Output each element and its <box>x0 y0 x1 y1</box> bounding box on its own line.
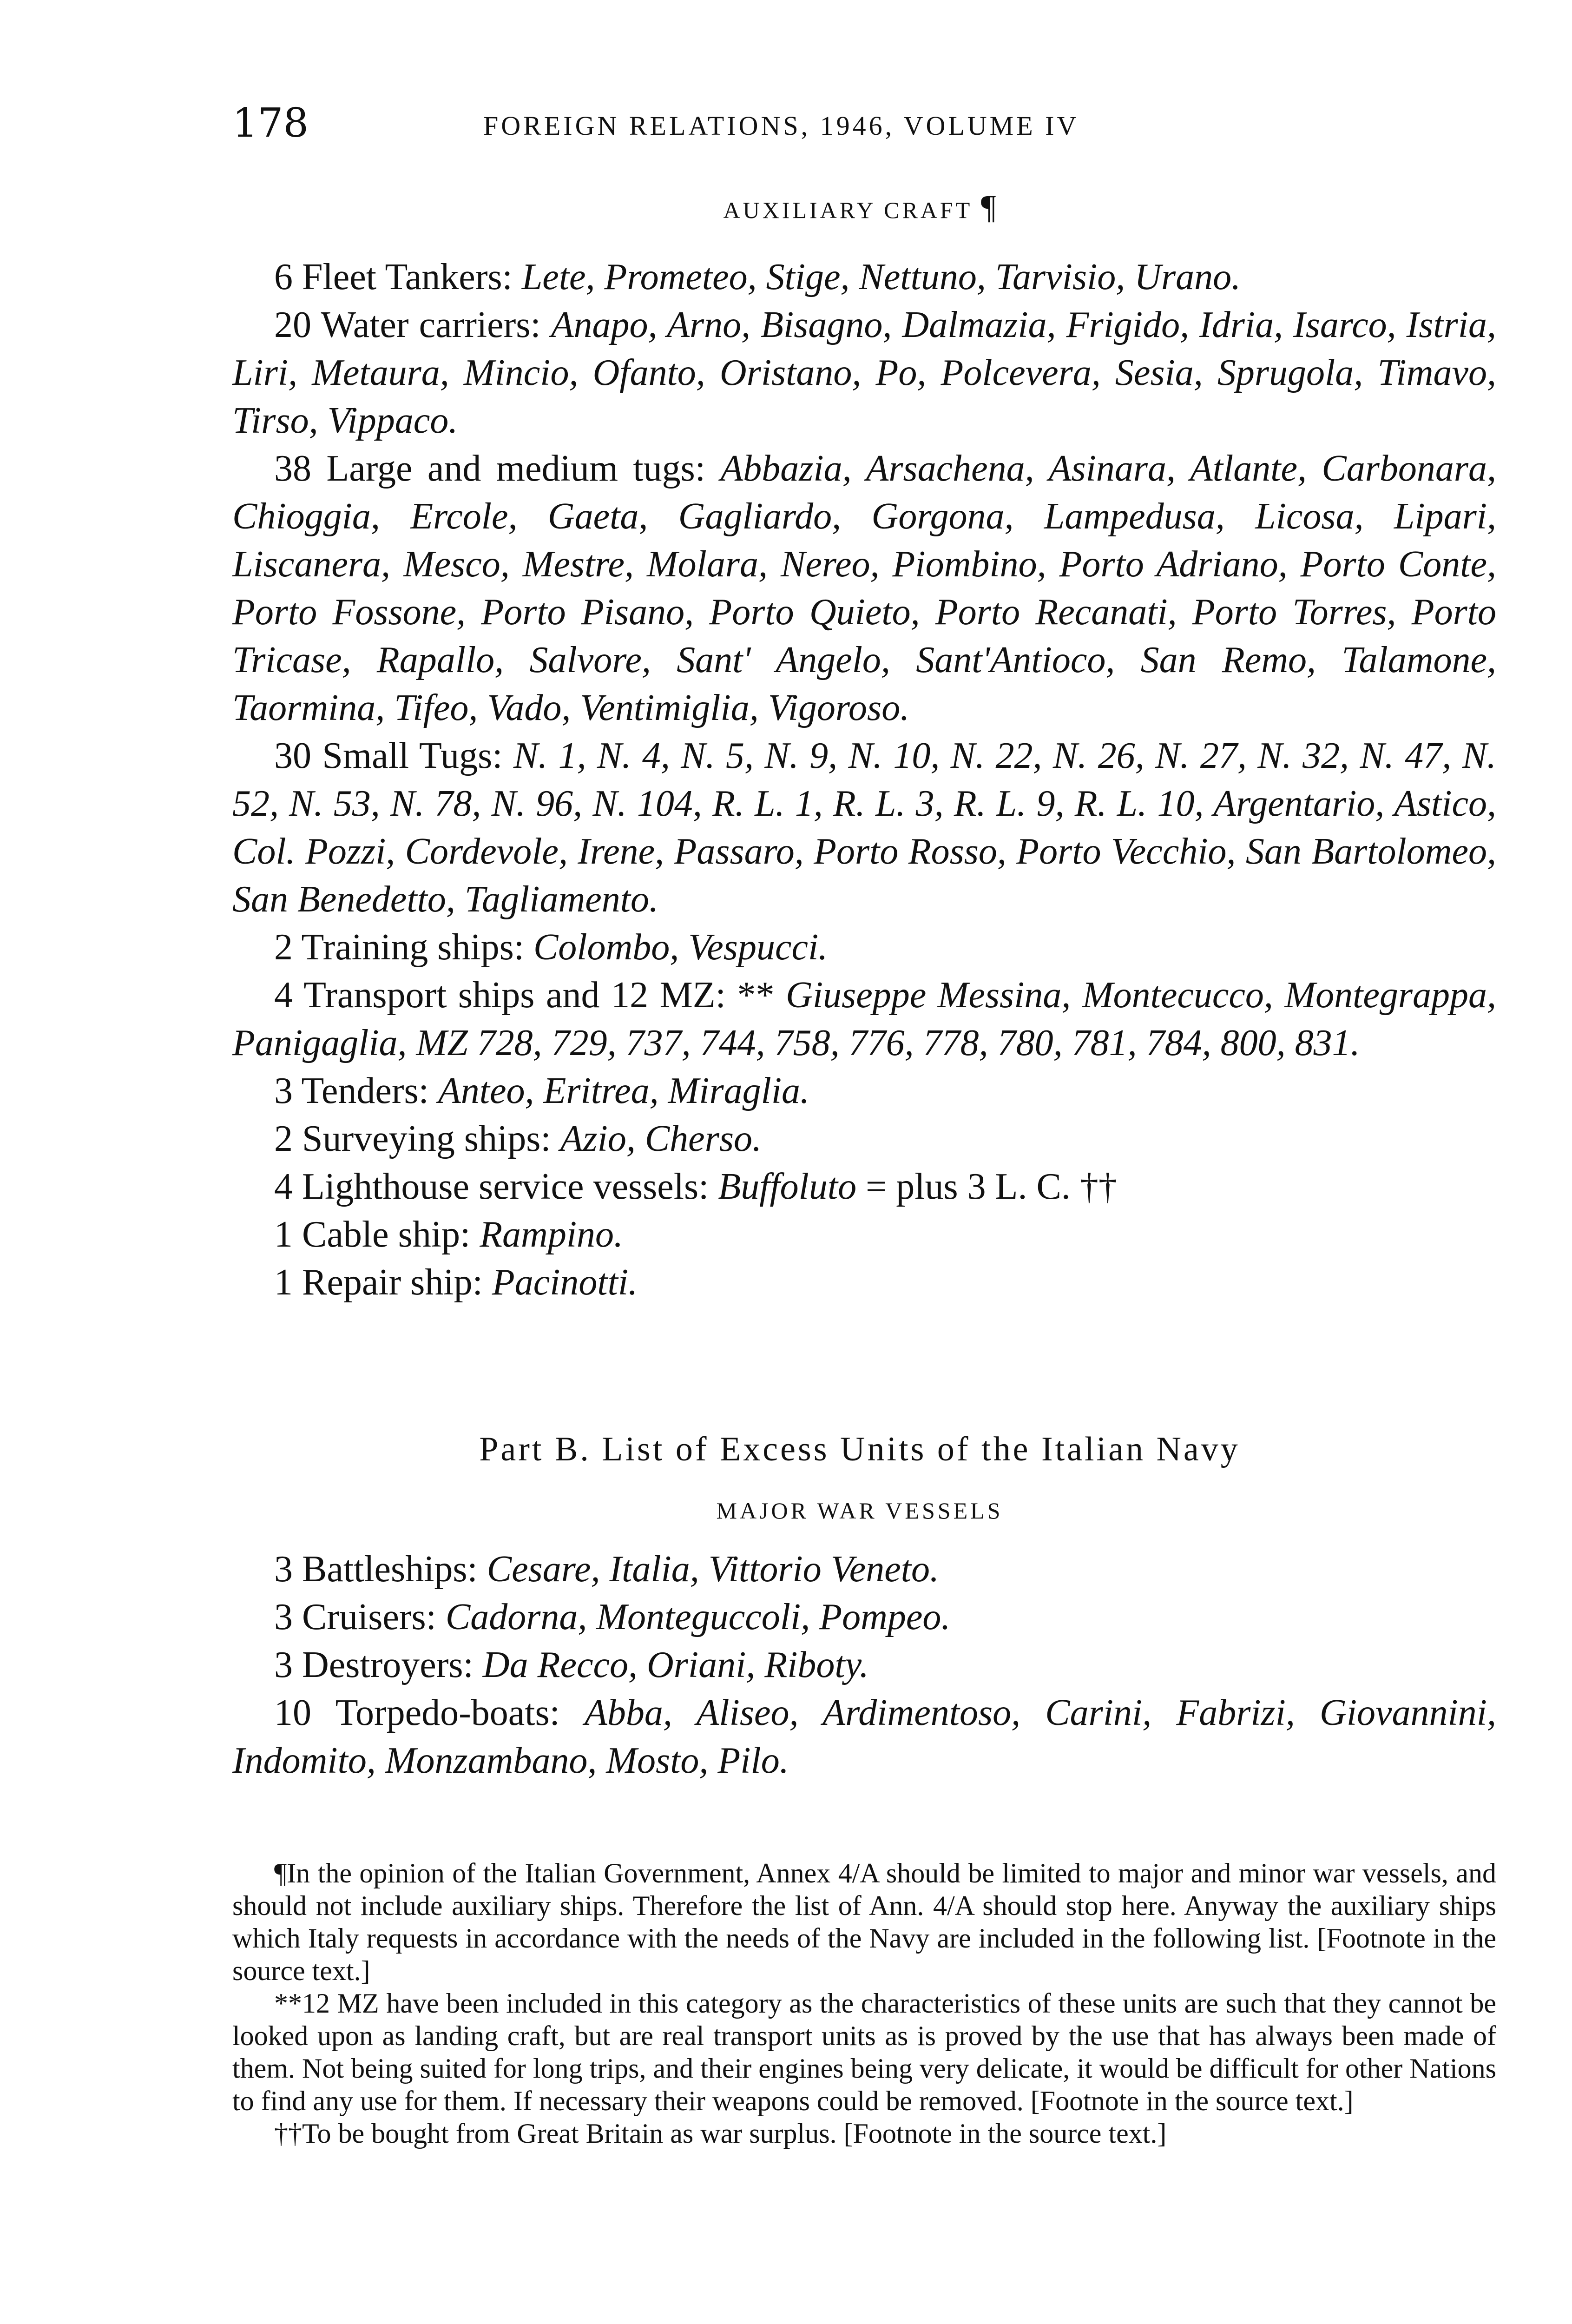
list-item <box>232 732 1496 924</box>
list-item <box>232 301 1496 445</box>
list-item <box>232 1689 1496 1785</box>
list-item <box>232 971 1496 1067</box>
auxiliary-craft-heading <box>232 188 1487 226</box>
auxiliary-craft-list <box>232 253 1496 1307</box>
entry-label: 1 Repair ship: <box>274 1262 492 1303</box>
entry-names: Cesare, Italia, Vittorio Veneto. <box>487 1549 939 1590</box>
list-item <box>232 924 1496 971</box>
footnote-pilcrow: ¶In the opinion of the Italian Government, Annex 4/A should be limited to major and minor war vessels, and should not include auxiliary ships. Therefore the list of Ann. 4/A should stop here. Anyway the auxiliary ships which Italy requests in accordance with the needs of the Navy are included in the following list. [Footnote in the source text.] <box>232 1858 1496 1986</box>
list-item <box>232 253 1496 301</box>
entry-names: Rampino. <box>480 1214 624 1255</box>
entry-names: N. 1, N. 4, N. 5, N. 9, N. 10, N. 22, N. 26, N. 27, N. 32, N. 47, N. 52, N. 53, N. 78, N. 96, N. 104, R. L. 1, R. L. 3, R. L. 9, R. L. 10, Argentario, Astico, Col. Pozzi, Cordevole, Irene, Passaro, Porto Rosso, Porto Vecchio, San Bartolomeo, San Benedetto, Tagliamento. <box>232 735 1496 920</box>
list-item <box>232 1115 1496 1163</box>
list-item <box>232 1067 1496 1115</box>
pilcrow-footnote-mark: ¶ <box>980 188 996 225</box>
entry-label: 3 Destroyers: <box>274 1644 483 1685</box>
footnotes <box>232 1857 1496 2150</box>
list-item <box>232 1163 1496 1211</box>
list-item <box>232 445 1496 732</box>
entry-label: 2 Training ships: <box>274 927 533 968</box>
entry-tail: = plus 3 L. C. †† <box>856 1166 1117 1207</box>
entry-names: Abba, Aliseo, Ardimentoso, Carini, Fabrizi, Giovannini, Indomito, Monzambano, Mosto, Pilo. <box>232 1692 1497 1781</box>
entry-label: 10 Torpedo-boats: <box>274 1692 585 1733</box>
part-b-heading: Part B. List of Excess Units of the Italian Navy <box>479 1430 1240 1468</box>
page-number: 178 <box>232 100 309 146</box>
auxiliary-craft-heading-text: AUXILIARY CRAFT <box>723 197 973 223</box>
list-item <box>232 1545 1496 1593</box>
entry-label: 4 Lighthouse service vessels: <box>274 1166 718 1207</box>
entry-label: 3 Battleships: <box>274 1549 487 1590</box>
entry-label: 30 Small Tugs: <box>274 735 513 776</box>
entry-label: 3 Cruisers: <box>274 1597 446 1637</box>
entry-names: Anteo, Eritrea, Miraglia. <box>438 1070 810 1111</box>
entry-label: 4 Transport ships and 12 MZ: ** <box>274 975 786 1016</box>
entry-names: Azio, Cherso. <box>560 1118 762 1159</box>
entry-names: Anapo, Arno, Bisagno, Dalmazia, Frigido, Idria, Isarco, Istria, Liri, Metaura, Mincio, Ofanto, Oristano, Po, Polcevera, Sesia, Sprugola, Timavo, Tirso, Vippaco. <box>232 304 1496 441</box>
entry-names: Da Recco, Oriani, Riboty. <box>482 1644 869 1685</box>
entry-names: Giuseppe Messina, Montecucco, Montegrappa, Panigaglia, MZ 728, 729, 737, 744, 758, 776, 778, 780, 781, 784, 800, 831. <box>232 975 1497 1063</box>
major-war-vessels-list <box>232 1545 1496 1785</box>
running-head <box>232 100 1533 151</box>
running-title: FOREIGN RELATIONS, 1946, VOLUME IV <box>483 111 1079 141</box>
entry-names: Buffoluto <box>718 1166 857 1207</box>
entry-label: 1 Cable ship: <box>274 1214 480 1255</box>
entry-names: Lete, Prometeo, Stige, Nettuno, Tarvisio, Urano. <box>521 257 1241 297</box>
footnote-double-dagger: ††To be bought from Great Britain as war surplus. [Footnote in the source text.] <box>274 2118 1167 2149</box>
entry-label: 2 Surveying ships: <box>274 1118 560 1159</box>
entry-names: Abbazia, Arsachena, Asinara, Atlante, Carbonara, Chioggia, Ercole, Gaeta, Gagliardo, Gorgona, Lampedusa, Licosa, Lipari, Liscanera, Mesco, Mestre, Molara, Nereo, Piombino, Porto Adriano, Porto Conte, Porto Fossone, Porto Pisano, Porto Quieto, Porto Recanati, Porto Torres, Porto Tricase, Rapallo, Salvore, Sant' Angelo, Sant'Antioco, San Remo, Talamone, Taormina, Tifeo, Vado, Ventimiglia, Vigoroso. <box>232 448 1497 728</box>
list-item <box>232 1641 1496 1689</box>
footnote-double-asterisk: **12 MZ have been included in this category as the characteristics of these units are such that they cannot be looked upon as landing craft, but are real transport units as is proved by the use that has always been made of them. Not being suited for long trips, and their engines being very delicate, it would be difficult for other Nations to find any use for them. If necessary their weapons could be removed. [Footnote in the source text.] <box>232 1988 1496 2116</box>
entry-label: 38 Large and medium tugs: <box>274 448 721 489</box>
entry-label: 6 Fleet Tankers: <box>274 257 522 297</box>
entry-label: 3 Tenders: <box>274 1070 438 1111</box>
list-item <box>232 1593 1496 1641</box>
entry-names: Cadorna, Monteguccoli, Pompeo. <box>445 1597 951 1637</box>
major-war-vessels-heading: MAJOR WAR VESSELS <box>716 1498 1003 1524</box>
list-item <box>232 1211 1496 1259</box>
entry-names: Pacinotti. <box>492 1262 638 1303</box>
entry-names: Colombo, Vespucci. <box>533 927 828 968</box>
entry-label: 20 Water carriers: <box>274 304 551 345</box>
list-item <box>232 1259 1496 1307</box>
